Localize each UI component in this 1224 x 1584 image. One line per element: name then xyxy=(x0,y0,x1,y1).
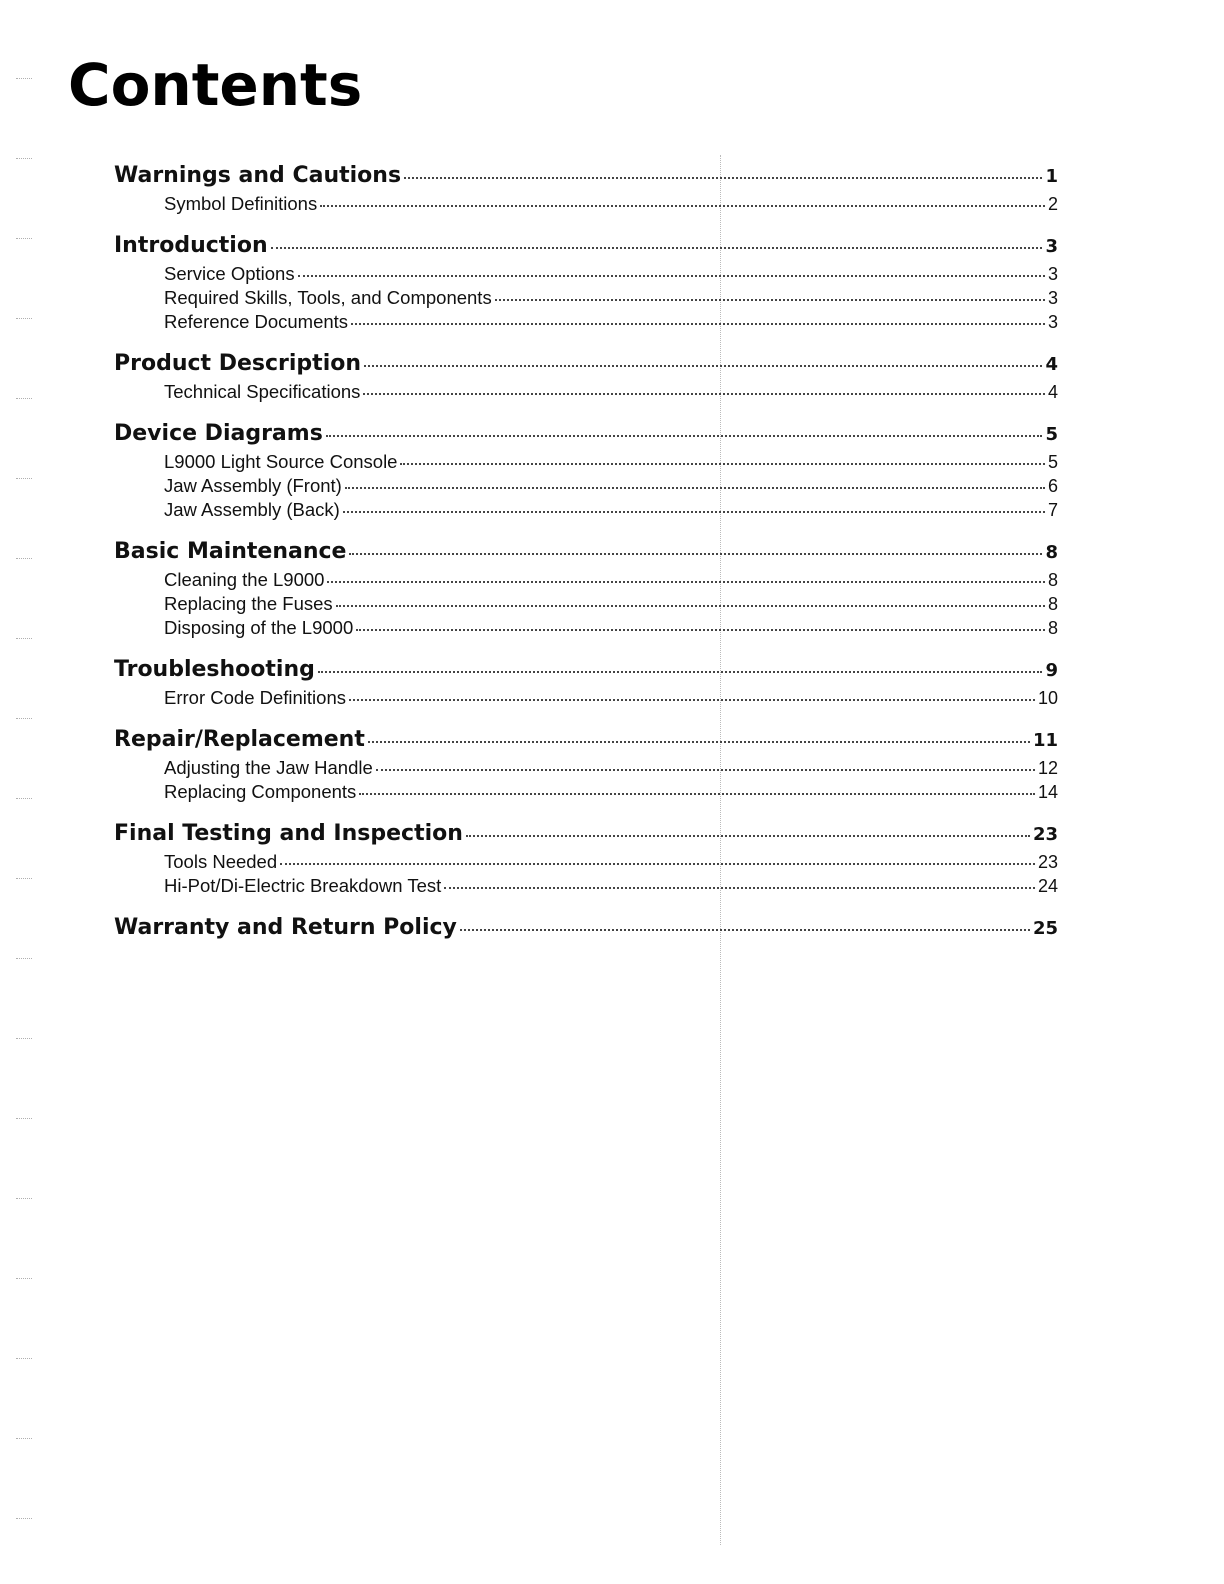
edge-mark xyxy=(16,718,32,719)
toc-subentry-label: Replacing Components xyxy=(164,781,357,802)
toc-subentry-label: Hi-Pot/Di-Electric Breakdown Test xyxy=(164,875,442,896)
toc-entry-label: Final Testing and Inspection xyxy=(114,821,463,846)
dot-leader xyxy=(320,205,1045,207)
dot-leader xyxy=(363,393,1045,395)
toc-subentry-technical-specifications[interactable] xyxy=(114,380,1058,404)
edge-mark xyxy=(16,558,32,559)
edge-mark xyxy=(16,398,32,399)
edge-mark xyxy=(16,1518,32,1519)
toc-subentry-replacing-fuses[interactable] xyxy=(114,592,1058,616)
edge-mark xyxy=(16,798,32,799)
toc-entry-label: Basic Maintenance xyxy=(114,539,347,564)
dot-leader xyxy=(298,275,1045,277)
toc-entry-label: Introduction xyxy=(114,233,268,258)
page-title: Contents xyxy=(68,51,363,119)
dot-leader xyxy=(404,177,1042,179)
toc-entry-page: 1 xyxy=(1045,166,1058,187)
toc-section xyxy=(114,348,1058,418)
toc-subentry-page: 23 xyxy=(1037,852,1058,872)
toc-subentry-reference-documents[interactable] xyxy=(114,310,1058,334)
toc-subentry-page: 3 xyxy=(1047,288,1058,308)
dot-leader xyxy=(349,553,1042,555)
dot-leader xyxy=(356,629,1045,631)
dot-leader xyxy=(364,365,1042,367)
toc-section xyxy=(114,160,1058,230)
toc-entry-label: Troubleshooting xyxy=(114,657,315,682)
toc-subentry-page: 6 xyxy=(1047,476,1058,496)
edge-mark xyxy=(16,958,32,959)
toc-section xyxy=(114,654,1058,724)
edge-mark xyxy=(16,1278,32,1279)
toc-section xyxy=(114,724,1058,818)
dot-leader xyxy=(359,793,1035,795)
dot-leader xyxy=(368,741,1030,743)
toc-subentry-label: Reference Documents xyxy=(164,311,349,332)
toc-entry-product-description[interactable] xyxy=(114,348,1058,380)
dot-leader xyxy=(495,299,1045,301)
toc-subentry-label: Jaw Assembly (Front) xyxy=(164,475,342,496)
toc-subentry-jaw-assembly-front[interactable] xyxy=(114,474,1058,498)
table-of-contents xyxy=(114,160,1058,944)
toc-subentry-light-source-console[interactable] xyxy=(114,450,1058,474)
toc-subentry-hipot-test[interactable] xyxy=(114,874,1058,898)
toc-entry-page: 8 xyxy=(1045,542,1058,563)
dot-leader xyxy=(271,247,1043,249)
dot-leader xyxy=(336,605,1045,607)
edge-mark xyxy=(16,1438,32,1439)
toc-entry-page: 5 xyxy=(1045,424,1058,445)
toc-entry-page: 11 xyxy=(1032,730,1058,751)
edge-mark xyxy=(16,158,32,159)
toc-section xyxy=(114,912,1058,944)
dot-leader xyxy=(343,511,1045,513)
toc-subentry-service-options[interactable] xyxy=(114,262,1058,286)
dot-leader xyxy=(345,487,1045,489)
edge-mark xyxy=(16,1118,32,1119)
dot-leader xyxy=(349,699,1035,701)
dot-leader xyxy=(280,863,1035,865)
toc-subentry-label: Tools Needed xyxy=(164,851,278,872)
toc-subentry-page: 7 xyxy=(1047,500,1058,520)
toc-subentry-label: Cleaning the L9000 xyxy=(164,569,325,590)
toc-entry-label: Warnings and Cautions xyxy=(114,163,402,188)
toc-entry-page: 23 xyxy=(1032,824,1058,845)
toc-subentry-page: 8 xyxy=(1047,570,1058,590)
toc-subentry-label: Jaw Assembly (Back) xyxy=(164,499,340,520)
toc-subentry-label: Symbol Definitions xyxy=(164,193,318,214)
toc-entry-label: Device Diagrams xyxy=(114,421,323,446)
edge-mark xyxy=(16,78,32,79)
toc-entry-basic-maintenance[interactable] xyxy=(114,536,1058,568)
toc-subentry-label: Required Skills, Tools, and Components xyxy=(164,287,492,308)
toc-entry-warranty[interactable] xyxy=(114,912,1058,944)
toc-subentry-page: 8 xyxy=(1047,618,1058,638)
toc-subentry-label: Service Options xyxy=(164,263,295,284)
toc-section xyxy=(114,536,1058,654)
toc-subentry-page: 3 xyxy=(1047,264,1058,284)
edge-mark xyxy=(16,478,32,479)
edge-mark xyxy=(16,318,32,319)
toc-section xyxy=(114,818,1058,912)
toc-subentry-error-codes[interactable] xyxy=(114,686,1058,710)
dot-leader xyxy=(326,435,1043,437)
edge-mark xyxy=(16,878,32,879)
dot-leader xyxy=(327,581,1045,583)
toc-entry-label: Repair/Replacement xyxy=(114,727,365,752)
toc-entry-device-diagrams[interactable] xyxy=(114,418,1058,450)
toc-subentry-required-skills[interactable] xyxy=(114,286,1058,310)
toc-subentry-label: Replacing the Fuses xyxy=(164,593,333,614)
toc-entry-label: Warranty and Return Policy xyxy=(114,915,457,940)
edge-mark xyxy=(16,238,32,239)
toc-subentry-page: 3 xyxy=(1047,312,1058,332)
dot-leader xyxy=(376,769,1035,771)
toc-entry-troubleshooting[interactable] xyxy=(114,654,1058,686)
toc-section xyxy=(114,418,1058,536)
toc-subentry-adjusting-jaw-handle[interactable] xyxy=(114,756,1058,780)
toc-subentry-replacing-components[interactable] xyxy=(114,780,1058,804)
toc-entry-page: 25 xyxy=(1032,918,1058,939)
dot-leader xyxy=(351,323,1045,325)
toc-entry-repair-replacement[interactable] xyxy=(114,724,1058,756)
toc-subentry-tools-needed[interactable] xyxy=(114,850,1058,874)
toc-subentry-label: Disposing of the L9000 xyxy=(164,617,354,638)
toc-subentry-page: 5 xyxy=(1047,452,1058,472)
toc-subentry-label: Technical Specifications xyxy=(164,381,361,402)
dot-leader xyxy=(466,835,1030,837)
toc-subentry-jaw-assembly-back[interactable] xyxy=(114,498,1058,522)
toc-entry-introduction[interactable] xyxy=(114,230,1058,262)
toc-entry-final-testing[interactable] xyxy=(114,818,1058,850)
toc-subentry-label: Adjusting the Jaw Handle xyxy=(164,757,373,778)
toc-subentry-label: Error Code Definitions xyxy=(164,687,346,708)
toc-subentry-page: 12 xyxy=(1037,758,1058,778)
toc-subentry-disposing[interactable] xyxy=(114,616,1058,640)
toc-entry-warnings-and-cautions[interactable] xyxy=(114,160,1058,192)
edge-mark xyxy=(16,1358,32,1359)
toc-subentry-cleaning[interactable] xyxy=(114,568,1058,592)
toc-subentry-page: 14 xyxy=(1037,782,1058,802)
dot-leader xyxy=(444,887,1035,889)
toc-entry-page: 3 xyxy=(1045,236,1058,257)
toc-section xyxy=(114,230,1058,348)
toc-subentry-page: 4 xyxy=(1047,382,1058,402)
edge-mark xyxy=(16,1198,32,1199)
toc-entry-page: 4 xyxy=(1045,354,1058,375)
toc-subentry-page: 24 xyxy=(1037,876,1058,896)
toc-subentry-page: 8 xyxy=(1047,594,1058,614)
dot-leader xyxy=(318,671,1043,673)
toc-subentry-label: L9000 Light Source Console xyxy=(164,451,398,472)
toc-subentry-page: 10 xyxy=(1037,688,1058,708)
toc-subentry-page: 2 xyxy=(1047,194,1058,214)
edge-mark xyxy=(16,1038,32,1039)
dot-leader xyxy=(400,463,1045,465)
edge-mark xyxy=(16,638,32,639)
toc-entry-page: 9 xyxy=(1045,660,1058,681)
toc-subentry-symbol-definitions[interactable] xyxy=(114,192,1058,216)
toc-entry-label: Product Description xyxy=(114,351,362,376)
dot-leader xyxy=(460,929,1030,931)
